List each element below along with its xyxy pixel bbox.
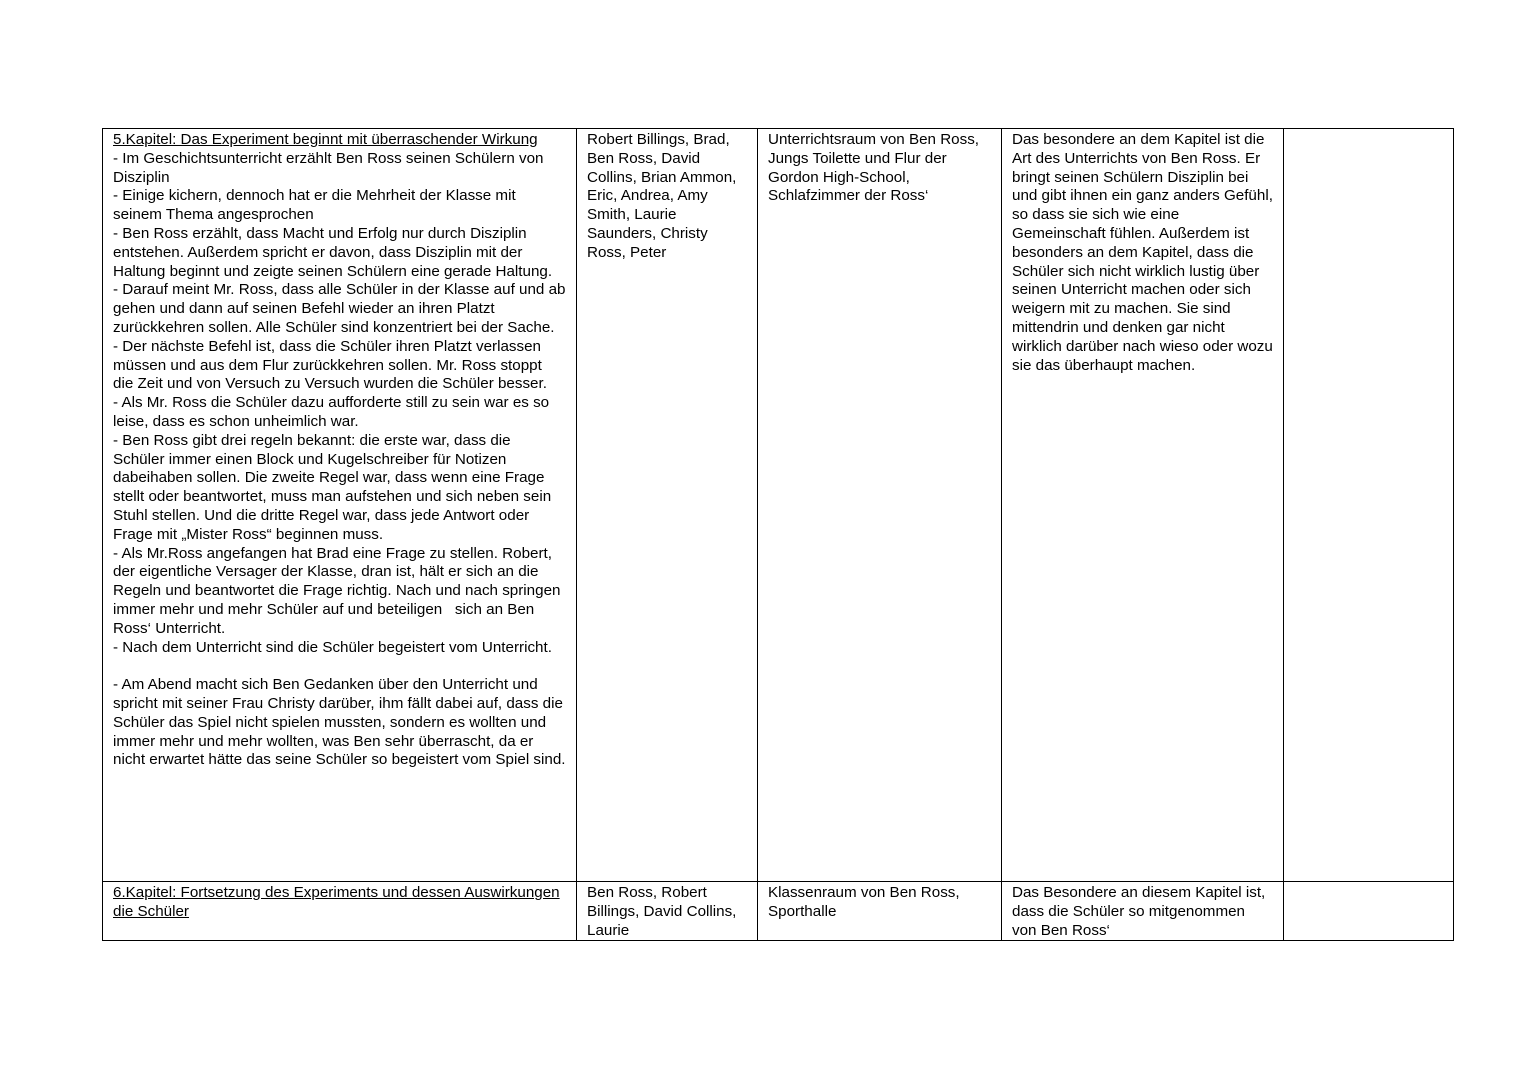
chapter-heading: 6.Kapitel: Fortsetzung des Experiments und dessen Auswirkungen die Schüler [113, 884, 560, 920]
summary-line: - Am Abend macht sich Ben Gedanken über den Unterricht und spricht mit seiner Frau Christy darüber, ihm fällt dabei auf, dass die Schüler das Spiel nicht spielen mussten, sondern es wollten und immer mehr und mehr wollten, was Ben sehr überrascht, da er nicht erwartet hätte das seine Schüler so begeistert vom Spiel sind. [113, 676, 568, 769]
table-row [103, 882, 1454, 941]
characters-cell: Ben Ross, Robert Billings, David Collins, Laurie [577, 882, 758, 941]
chapter-table [102, 128, 1454, 941]
summary-line: - Darauf meint Mr. Ross, dass alle Schüler in der Klasse auf und ab gehen und dann auf seinen Befehl wieder an ihren Platzt zurückkehren sollen. Alle Schüler sind konzentriert bei der Sache. [113, 281, 570, 336]
notes-cell [1284, 129, 1454, 882]
places-cell: Unterrichtsraum von Ben Ross, Jungs Toilette und Flur der Gordon High-School, Schlafzimmer der Ross‘ [758, 129, 1002, 882]
summary-line: - Ben Ross erzählt, dass Macht und Erfolg nur durch Disziplin entstehen. Außerdem spricht er davon, dass Disziplin mit der Haltung beginnt und zeigte seinen Schülern eine gerade Haltung. [113, 224, 553, 280]
summary-line: - Ben Ross gibt drei regeln bekannt: die erste war, dass die Schüler immer einen Block und Kugelschreiber für Notizen dabeihaben sollen. Die zweite Regel war, dass wenn eine Frage stellt oder beantwortet, muss man aufstehen und sich neben sein Stuhl stellen. Und die dritte Regel war, dass jede Antwort oder Frage mit „Mister Ross“ beginnen muss. [113, 431, 556, 543]
chapter-heading: 5.Kapitel: Das Experiment beginnt mit überraschender Wirkung [113, 131, 538, 148]
special-cell: Das besondere an dem Kapitel ist die Art des Unterrichts von Ben Ross. Er bringt seinen Schülern Disziplin bei und gibt ihnen ein ganz anders Gefühl, so dass sie sich wie eine Gemeinschaft fühlen. Außerdem ist besonders an dem Kapitel, dass die Schüler sich nicht wirklich lustig über seinen Unterricht machen oder sich weigern mit zu machen. Sie sind mittendrin und denken gar nicht wirklich darüber nach wieso oder wozu sie das überhaupt machen. [1002, 129, 1284, 882]
summary-line: - Nach dem Unterricht sind die Schüler begeistert vom Unterricht. [113, 638, 552, 656]
summary-line: - Im Geschichtsunterricht erzählt Ben Ross seinen Schülern von Disziplin [113, 149, 548, 186]
characters-cell: Robert Billings, Brad, Ben Ross, David Collins, Brian Ammon, Eric, Andrea, Amy Smith, Laurie Saunders, Christy Ross, Peter [577, 129, 758, 882]
places-cell: Klassenraum von Ben Ross, Sporthalle [758, 882, 1002, 941]
summary-cell [103, 882, 577, 941]
summary-line: - Als Mr. Ross die Schüler dazu aufforderte still zu sein war es so leise, dass es schon unheimlich war. [113, 394, 554, 430]
summary-line: - Als Mr.Ross angefangen hat Brad eine Frage zu stellen. Robert, der eigentliche Versager der Klasse, dran ist, hält er sich an die Regeln und beantwortet die Frage richtig. Nach und nach springen immer mehr und mehr Schüler auf und beteiligen sich an Ben Ross‘ Unterricht. [113, 544, 565, 637]
summary-line: - Der nächste Befehl ist, dass die Schüler ihren Platzt verlassen müssen und aus dem Flur zurückkehren sollen. Mr. Ross stoppt die Zeit und von Versuch zu Versuch wurden die Schüler besser. [113, 337, 547, 393]
special-cell: Das Besondere an diesem Kapitel ist, dass die Schüler so mitgenommen von Ben Ross‘ [1002, 882, 1284, 941]
summary-line: - Einige kichern, dennoch hat er die Mehrheit der Klasse mit seinem Thema angesprochen [113, 187, 520, 224]
summary-cell [103, 129, 577, 882]
notes-cell [1284, 882, 1454, 941]
table-row [103, 129, 1454, 882]
blank-line [113, 657, 566, 676]
